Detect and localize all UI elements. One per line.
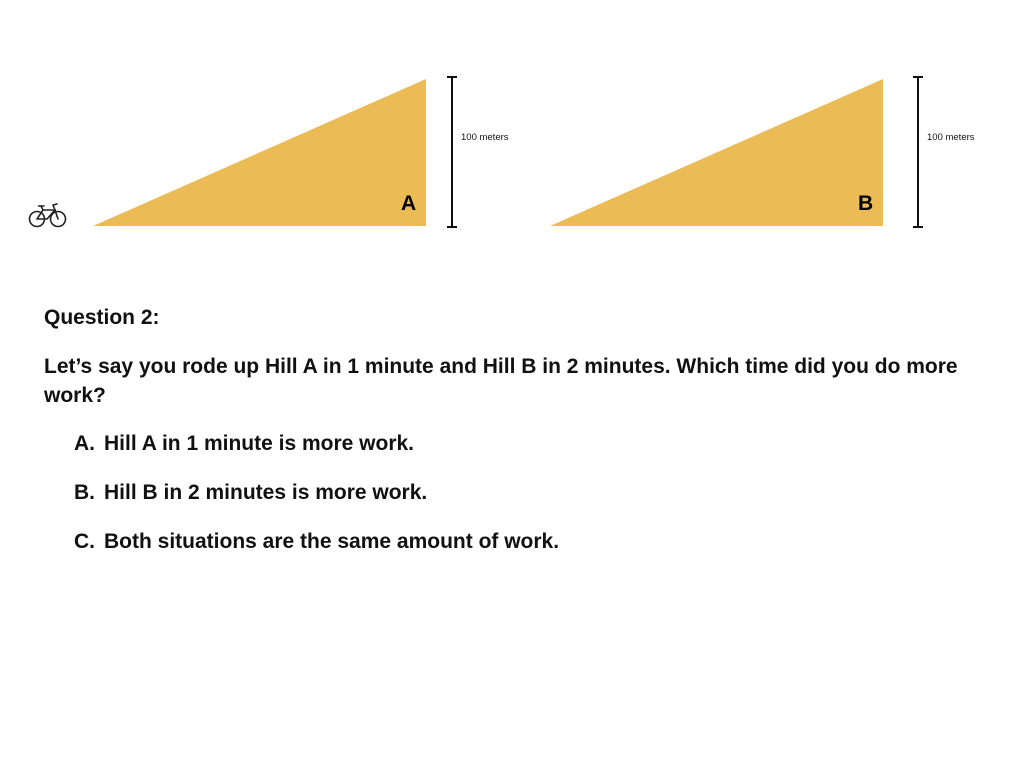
answer-options — [44, 429, 974, 557]
question-block — [44, 303, 974, 576]
option-text: Both situations are the same amount of work. — [104, 530, 560, 553]
hill-b-triangle — [550, 79, 883, 226]
question-title: Question 2: — [44, 306, 160, 329]
hill-b-height-marker — [913, 77, 923, 227]
option-letter: B. — [74, 481, 95, 504]
option-letter: A. — [74, 432, 95, 455]
hill-a-height-label: 100 meters — [461, 132, 509, 143]
option-text: Hill B in 2 minutes is more work. — [104, 481, 428, 504]
hill-a-height-marker — [447, 77, 457, 227]
bicycle-icon — [30, 204, 66, 227]
option-text: Hill A in 1 minute is more work. — [104, 432, 415, 455]
option-c[interactable] — [74, 527, 974, 557]
hill-b-label: B — [858, 192, 874, 215]
hill-a-triangle — [93, 79, 426, 226]
option-b[interactable] — [74, 478, 974, 508]
option-letter: C. — [74, 530, 95, 553]
hills-diagram — [0, 0, 1024, 260]
option-a[interactable] — [74, 429, 974, 459]
hill-a-label: A — [401, 192, 417, 215]
question-text: Let’s say you rode up Hill A in 1 minute and Hill B in 2 minutes. Which time did you do more work? — [44, 355, 958, 407]
hill-b-height-label: 100 meters — [927, 132, 975, 143]
